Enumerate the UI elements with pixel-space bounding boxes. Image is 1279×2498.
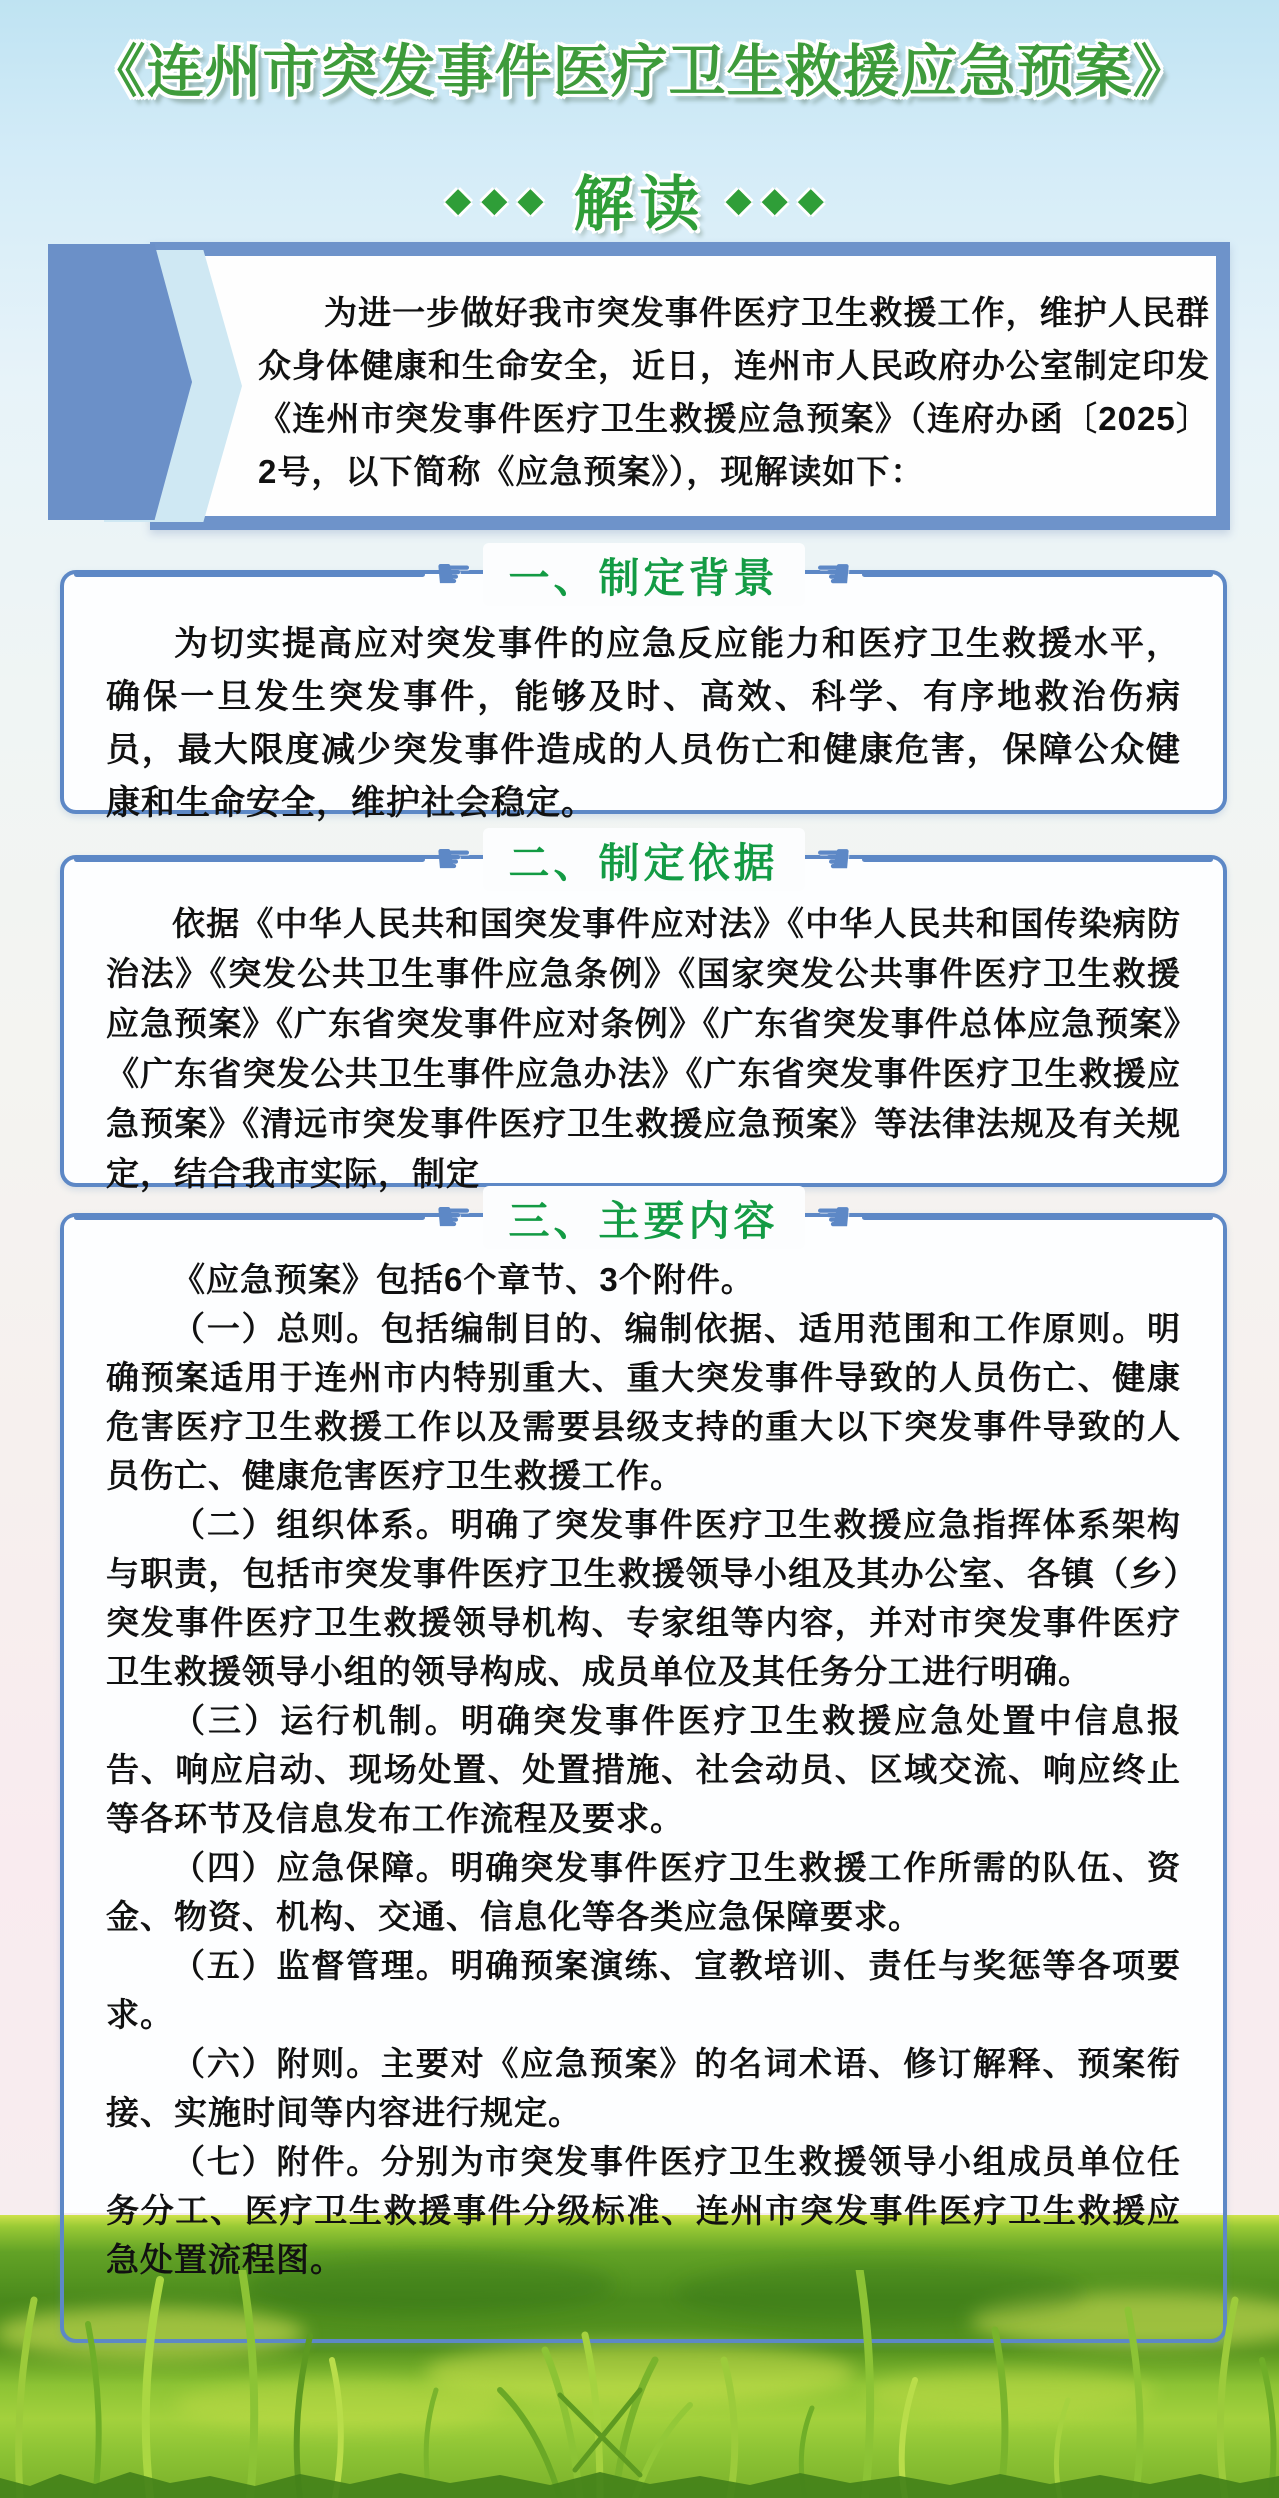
section-3-paragraph: （四）应急保障。明确突发事件医疗卫生救援工作所需的队伍、资金、物资、机构、交通、信息化等各类应急保障要求。 — [106, 1849, 1181, 1935]
section-2-title: 二、制定依据 — [483, 828, 805, 891]
section-background — [60, 550, 1227, 822]
section-3-title: 三、主要内容 — [483, 1186, 805, 1249]
section-1-body — [64, 574, 1223, 850]
section-3-paragraph: （三）运行机制。明确突发事件医疗卫生救援应急处置中信息报告、响应启动、现场处置、处置措施、社会动员、区域交流、响应终止等各环节及信息发布工作流程及要求。 — [106, 1702, 1181, 1837]
grass-blades — [0, 2270, 1279, 2498]
section-3-paragraph: （一）总则。包括编制目的、编制依据、适用范围和工作原则。明确预案适用于连州市内特别重大、重大突发事件导致的人员伤亡、健康危害医疗卫生救援工作以及需要县级支持的重大以下突发事件导致的人员伤亡、健康危害医疗卫生救援工作。 — [106, 1310, 1181, 1494]
pointing-hand-right-icon: ☛ — [434, 1193, 473, 1240]
subtitle-row — [0, 158, 1279, 242]
subtitle-label: 解读 — [573, 171, 706, 238]
pointing-hand-right-icon: ☛ — [434, 550, 473, 597]
pointing-hand-left-icon: ☚ — [814, 550, 853, 597]
section-1-title: 一、制定背景 — [483, 543, 805, 606]
section-3-paragraph: （二）组织体系。明确了突发事件医疗卫生救援应急指挥体系架构与职责，包括市突发事件医疗卫生救援领导小组及其办公室、各镇（乡）突发事件医疗卫生救援领导机构、专家组等内容，并对市突发事件医疗卫生救援领导小组的领导构成、成员单位及其任务分工进行明确。 — [106, 1506, 1181, 1690]
diamond-decor-left-icon: ◆◆◆ — [445, 181, 554, 219]
section-3-paragraph: 《应急预案》包括6个章节、3个附件。 — [172, 1261, 755, 1298]
section-3-body — [64, 1217, 1223, 2304]
section-basis — [60, 835, 1227, 1192]
section-main-content — [60, 1193, 1227, 2343]
section-3-paragraph: （六）附则。主要对《应急预案》的名词术语、修订解释、预案衔接、实施时间等内容进行规定。 — [106, 2045, 1181, 2131]
pointing-hand-left-icon: ☚ — [814, 835, 853, 882]
section-2-paragraph: 依据《中华人民共和国突发事件应对法》《中华人民共和国传染病防治法》《突发公共卫生事件应急条例》《国家突发公共事件医疗卫生救援应急预案》《广东省突发事件应对条例》《广东省突发事件总体应急预案》《广东省突发公共卫生事件应急办法》《广东省突发事件医疗卫生救援应急预案》《清远市突发事件医疗卫生救援应急预案》等法律法规及有关规定，结合我市实际，制定 — [106, 905, 1181, 1192]
pointing-hand-left-icon: ☚ — [814, 1193, 853, 1240]
diamond-decor-right-icon: ◆◆◆ — [725, 181, 834, 219]
section-3-paragraph: （七）附件。分别为市突发事件医疗卫生救援领导小组成员单位任务分工、医疗卫生救援事件分级标准、连州市突发事件医疗卫生救援应急处置流程图。 — [106, 2143, 1181, 2278]
section-3-paragraph: （五）监督管理。明确预案演练、宣教培训、责任与奖惩等各项要求。 — [106, 1947, 1181, 2033]
page-title: 《连州市突发事件医疗卫生救援应急预案》 — [88, 40, 1191, 104]
pointing-hand-right-icon: ☛ — [434, 835, 473, 882]
section-2-body — [64, 859, 1223, 1219]
section-1-paragraph: 为切实提高应对突发事件的应急反应能力和医疗卫生救援水平，确保一旦发生突发事件，能够及时、高效、科学、有序地救治伤病员，最大限度减少突发事件造成的人员伤亡和健康危害，保障公众健康和生命安全，维护社会稳定。 — [106, 625, 1181, 822]
intro-paragraph: 为进一步做好我市突发事件医疗卫生救援工作，维护人民群众身体健康和生命安全，近日，连州市人民政府办公室制定印发《连州市突发事件医疗卫生救援应急预案》（连府办函〔2025〕2号，以下简称《应急预案》），现解读如下： — [258, 294, 1210, 490]
